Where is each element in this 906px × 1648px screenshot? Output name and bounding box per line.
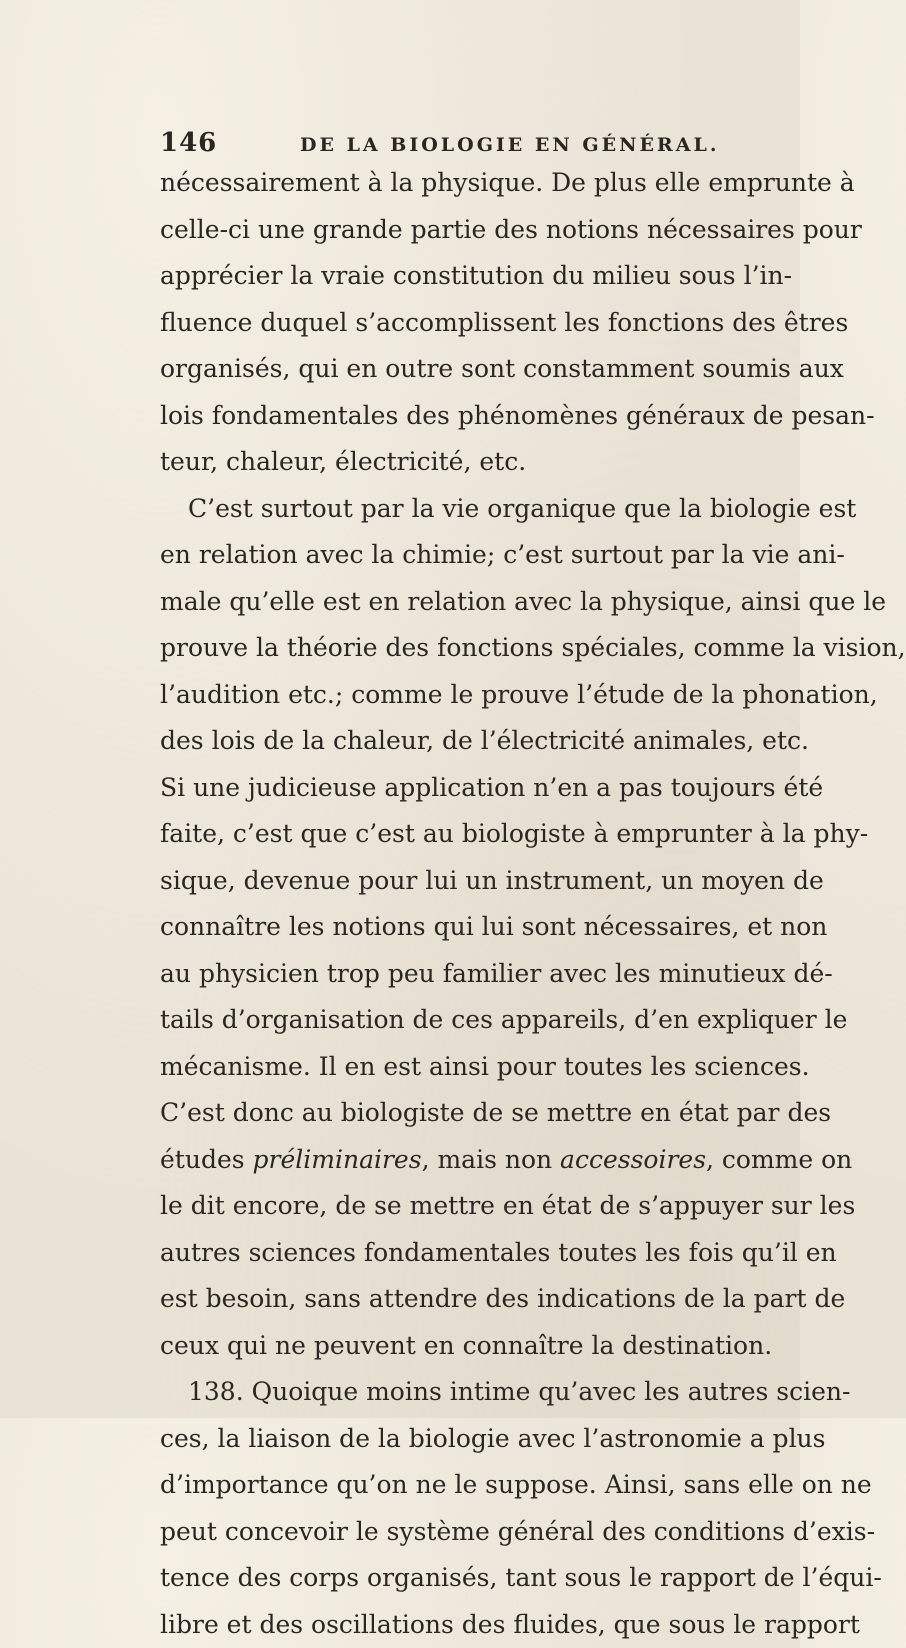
paragraph-start-line: 138. Quoique moins intime qu’avec les autres scien- [160, 1369, 740, 1416]
page-number: 146 [160, 128, 217, 158]
emphasis: accessoires [560, 1145, 706, 1174]
text-line: au physicien trop peu familier avec les minutieux dé- [160, 951, 740, 998]
text-line: peut concevoir le système général des conditions d’exis- [160, 1509, 740, 1556]
text-line: sique, devenue pour lui un instrument, un moyen de [160, 858, 740, 905]
emphasis: préliminaires [253, 1145, 422, 1174]
text-line: autres sciences fondamentales toutes les fois qu’il en [160, 1230, 740, 1277]
text-line: apprécier la vraie constitution du milieu sous l’in- [160, 253, 740, 300]
text-line: est besoin, sans attendre des indications de la part de [160, 1276, 740, 1323]
text-line: mécanisme. Il en est ainsi pour toutes les sciences. [160, 1044, 740, 1091]
running-head: DE LA BIOLOGIE EN GÉNÉRAL. [300, 134, 719, 156]
body-text [160, 160, 740, 1648]
text-line: Si une judicieuse application n’en a pas toujours été [160, 765, 740, 812]
text-line: organisés, qui en outre sont constamment soumis aux [160, 346, 740, 393]
text-line: le dit encore, de se mettre en état de s’appuyer sur les [160, 1183, 740, 1230]
text-line: faite, c’est que c’est au biologiste à emprunter à la phy- [160, 811, 740, 858]
text-line: nécessairement à la physique. De plus elle emprunte à [160, 160, 740, 207]
text-line: lois fondamentales des phénomènes généraux de pesan- [160, 393, 740, 440]
text-line: des lois de la chaleur, de l’électricité animales, etc. [160, 718, 740, 765]
text-line: celle-ci une grande partie des notions nécessaires pour [160, 207, 740, 254]
text-line: teur, chaleur, électricité, etc. [160, 439, 740, 486]
text-line: études préliminaires, mais non accessoires, comme on [160, 1137, 740, 1184]
text-line: libre et des oscillations des fluides, que sous le rapport [160, 1602, 740, 1648]
text-line: ceux qui ne peuvent en connaître la destination. [160, 1323, 740, 1370]
text-line: l’audition etc.; comme le prouve l’étude de la phonation, [160, 672, 740, 719]
text-line: prouve la théorie des fonctions spéciales, comme la vision, [160, 625, 740, 672]
text-line: fluence duquel s’accomplissent les fonctions des êtres [160, 300, 740, 347]
text-line: ces, la liaison de la biologie avec l’astronomie a plus [160, 1416, 740, 1463]
text-line: connaître les notions qui lui sont nécessaires, et non [160, 904, 740, 951]
text-line: tence des corps organisés, tant sous le rapport de l’équi- [160, 1555, 740, 1602]
text-line: tails d’organisation de ces appareils, d’en expliquer le [160, 997, 740, 1044]
paragraph-start-line: C’est surtout par la vie organique que la biologie est [160, 486, 740, 533]
text-line: d’importance qu’on ne le suppose. Ainsi, sans elle on ne [160, 1462, 740, 1509]
text-line: C’est donc au biologiste de se mettre en état par des [160, 1090, 740, 1137]
text-line: male qu’elle est en relation avec la physique, ainsi que le [160, 579, 740, 626]
text-line: en relation avec la chimie; c’est surtout par la vie ani- [160, 532, 740, 579]
